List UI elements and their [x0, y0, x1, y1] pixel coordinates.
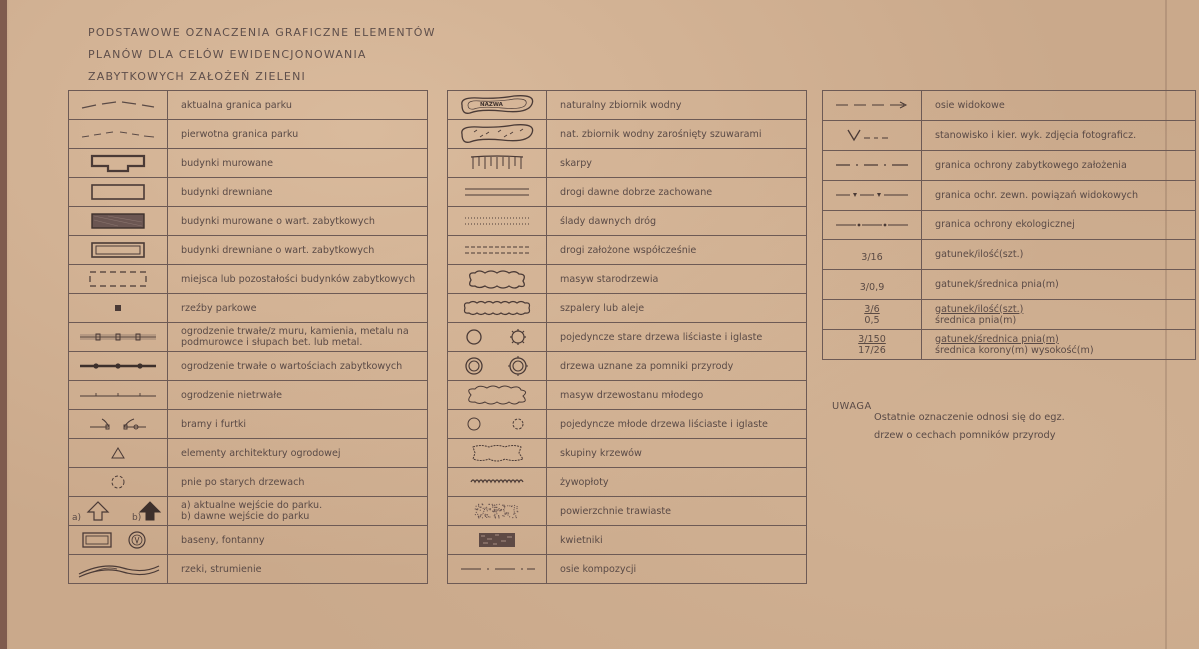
legend-row — [823, 150, 1196, 180]
legend-row — [69, 323, 428, 352]
slope-icon — [457, 153, 537, 173]
legend-label: baseny, fontanny — [168, 526, 428, 555]
legend-label: nat. zbiornik wodny zarośnięty szuwarami — [547, 120, 807, 149]
permanent-fence-icon — [76, 331, 160, 343]
wooden-building-icon — [78, 182, 158, 202]
legend-label: naturalny zbiornik wodny — [547, 91, 807, 120]
legend-label: gatunek/ilość(szt.) — [922, 240, 1196, 270]
legend-row — [823, 240, 1196, 270]
old-road-icon — [457, 185, 537, 199]
note-heading: UWAGA — [832, 401, 872, 412]
legend-row — [448, 468, 807, 497]
legend-label: osie widokowe — [922, 91, 1196, 121]
legend-row — [69, 294, 428, 323]
legend-row — [69, 265, 428, 294]
legend-row — [69, 439, 428, 468]
shrub-group-icon — [457, 441, 537, 465]
legend-row — [448, 323, 807, 352]
young-single-trees-icon — [452, 413, 542, 435]
note-line-2: drzew o cechach pomników przyrody — [874, 430, 1056, 441]
sculpture-icon — [78, 301, 158, 315]
legend-row — [69, 410, 428, 439]
fraction-bottom: 0,5 — [864, 314, 880, 326]
legend-label: granica ochrony zabytkowego założenia — [922, 150, 1196, 180]
legend-label: gatunek/średnica pnia(m) — [922, 270, 1196, 300]
legend-label: ogrodzenie trwałe/z muru, kamienia, metalu na podmurowce i słupach bet. lub metal. — [168, 323, 428, 352]
entrance-a-label: a) — [72, 513, 82, 523]
legend-label: bramy i furtki — [168, 410, 428, 439]
legend-label: ślady dawnych dróg — [547, 207, 807, 236]
legend-label: miejsca lub pozostałości budynków zabytkowych — [168, 265, 428, 294]
legend-label: drogi założone współcześnie — [547, 236, 807, 265]
legend-label: pnie po starych drzewach — [168, 468, 428, 497]
hedge-icon — [457, 476, 537, 488]
view-axis-icon — [830, 99, 914, 111]
heritage-boundary-icon — [830, 159, 914, 171]
legend-label-second: średnica korony(m) wysokość(m) — [935, 344, 1094, 356]
fraction-symbol — [823, 334, 921, 356]
legend-label: żywopłoty — [547, 468, 807, 497]
legend-label: aktualna granica parku — [168, 91, 428, 120]
legend-row — [448, 120, 807, 149]
brick-building-icon — [78, 153, 158, 173]
fraction-bottom: 17/26 — [858, 344, 886, 356]
view-protection-boundary-icon — [830, 189, 914, 201]
lawn-icon — [457, 501, 537, 521]
legend-label: rzeźby parkowe — [168, 294, 428, 323]
legend-label: rzeki, strumienie — [168, 555, 428, 584]
legend-table-1 — [68, 90, 428, 584]
legend-label: stanowisko i kier. wyk. zdjęcia fotograficz. — [922, 120, 1196, 150]
legend-row — [448, 526, 807, 555]
species-count-symbol: 3/16 — [861, 252, 883, 264]
ecological-boundary-icon — [830, 219, 914, 231]
legend-label: osie kompozycji — [547, 555, 807, 584]
paper-edge — [0, 0, 7, 649]
composition-axis-icon — [455, 563, 539, 575]
legend-label: pierwotna granica parku — [168, 120, 428, 149]
legend-title — [88, 22, 448, 88]
historic-fence-icon — [76, 360, 160, 372]
legend-row — [69, 352, 428, 381]
fraction-top: 3/6 — [864, 303, 880, 315]
building-remains-icon — [78, 269, 158, 289]
title-line-2: PLANÓW DLA CELÓW EWIDENCJONOWANIA — [88, 48, 367, 61]
fraction-top: 3/150 — [858, 333, 886, 345]
overgrown-pond-icon — [452, 122, 542, 146]
legend-row — [823, 180, 1196, 210]
legend-row — [69, 497, 428, 526]
legend-row — [448, 265, 807, 294]
title-line-1: PODSTAWOWE OZNACZENIA GRAFICZNE ELEMENTÓW — [88, 26, 436, 39]
legend-row — [69, 526, 428, 555]
old-single-trees-icon — [452, 326, 542, 348]
gate-icon — [76, 416, 160, 432]
legend-table-2 — [447, 90, 807, 584]
monument-trees-icon — [452, 354, 542, 378]
legend-row — [69, 149, 428, 178]
flowerbed-icon — [457, 530, 537, 550]
legend-row — [448, 149, 807, 178]
legend-row — [448, 381, 807, 410]
alley-icon — [455, 299, 539, 317]
pond-name-tag: NAZWA — [480, 102, 503, 108]
temporary-fence-icon — [76, 389, 160, 401]
photo-point-icon — [830, 126, 914, 144]
legend-label: skarpy — [547, 149, 807, 178]
river-icon — [73, 558, 163, 580]
legend-label: elementy architektury ogrodowej — [168, 439, 428, 468]
entrance-b-label: b) — [132, 513, 142, 523]
legend-label: drogi dawne dobrze zachowane — [547, 178, 807, 207]
legend-row — [69, 381, 428, 410]
legend-label: pojedyncze młode drzewa liściaste i iglaste — [547, 410, 807, 439]
legend-label: a) aktualne wejście do parku. — [181, 500, 323, 511]
legend-label: gatunek/ilość(szt.) — [935, 303, 1024, 315]
legend-row — [823, 120, 1196, 150]
fraction-symbol — [823, 304, 921, 326]
legend-row — [69, 555, 428, 584]
legend-row — [448, 352, 807, 381]
legend-row — [69, 178, 428, 207]
legend-label: budynki murowane — [168, 149, 428, 178]
legend-label: drzewa uznane za pomniki przyrody — [547, 352, 807, 381]
legend-label: kwietniki — [547, 526, 807, 555]
legend-row — [823, 330, 1196, 360]
legend-row — [69, 207, 428, 236]
legend-label: budynki drewniane o wart. zabytkowych — [168, 236, 428, 265]
legend-row — [448, 178, 807, 207]
legend-label: pojedyncze stare drzewa liściaste i iglaste — [547, 323, 807, 352]
note-line-1: Ostatnie oznaczenie odnosi się do egz. — [874, 412, 1065, 423]
legend-row — [448, 497, 807, 526]
old-tree-mass-icon — [457, 268, 537, 290]
legend-label: masyw starodrzewia — [547, 265, 807, 294]
legend-row — [69, 91, 428, 120]
note-block — [832, 398, 1162, 445]
young-tree-mass-icon — [457, 383, 537, 407]
legend-label-second: średnica pnia(m) — [935, 314, 1017, 326]
legend-label: granica ochrony ekologicznej — [922, 210, 1196, 240]
historic-wooden-building-icon — [78, 240, 158, 260]
legend-row — [448, 294, 807, 323]
entrance-arrows-icon — [70, 498, 166, 524]
dashed-wave-line-icon — [78, 99, 158, 111]
legend-label: ogrodzenie nietrwałe — [168, 381, 428, 410]
legend-row — [69, 120, 428, 149]
legend-row — [448, 410, 807, 439]
legend-label: masyw drzewostanu młodego — [547, 381, 807, 410]
stump-icon — [78, 473, 158, 491]
legend-row — [823, 300, 1196, 330]
natural-pond-icon — [452, 93, 542, 117]
legend-row — [823, 91, 1196, 121]
legend-row — [69, 236, 428, 265]
legend-label: powierzchnie trawiaste — [547, 497, 807, 526]
legend-label: gatunek/średnica pnia(m) — [935, 333, 1059, 345]
legend-row — [823, 210, 1196, 240]
legend-row — [448, 207, 807, 236]
modern-road-icon — [457, 243, 537, 257]
dashed-line-icon — [78, 128, 158, 140]
triangle-icon — [78, 445, 158, 461]
legend-label: granica ochr. zewn. powiązań widokowych — [922, 180, 1196, 210]
legend-label: skupiny krzewów — [547, 439, 807, 468]
title-line-3: ZABYTKOWYCH ZAŁOŻEŃ ZIELENI — [88, 70, 306, 83]
legend-label: budynki murowane o wart. zabytkowych — [168, 207, 428, 236]
legend-row — [69, 468, 428, 497]
legend-label: ogrodzenie trwałe o wartościach zabytkowych — [168, 352, 428, 381]
legend-row — [448, 236, 807, 265]
road-traces-icon — [457, 214, 537, 228]
historic-brick-building-icon — [78, 211, 158, 231]
legend-row — [448, 91, 807, 120]
legend-table-3 — [822, 90, 1196, 360]
pool-fountain-icon — [73, 529, 163, 551]
legend-row — [448, 555, 807, 584]
legend-label-second: b) dawne wejście do parku — [181, 511, 310, 522]
legend-row — [823, 270, 1196, 300]
legend-label: budynki drewniane — [168, 178, 428, 207]
legend-row — [448, 439, 807, 468]
species-diameter-symbol: 3/0,9 — [859, 282, 885, 294]
legend-label: szpalery lub aleje — [547, 294, 807, 323]
